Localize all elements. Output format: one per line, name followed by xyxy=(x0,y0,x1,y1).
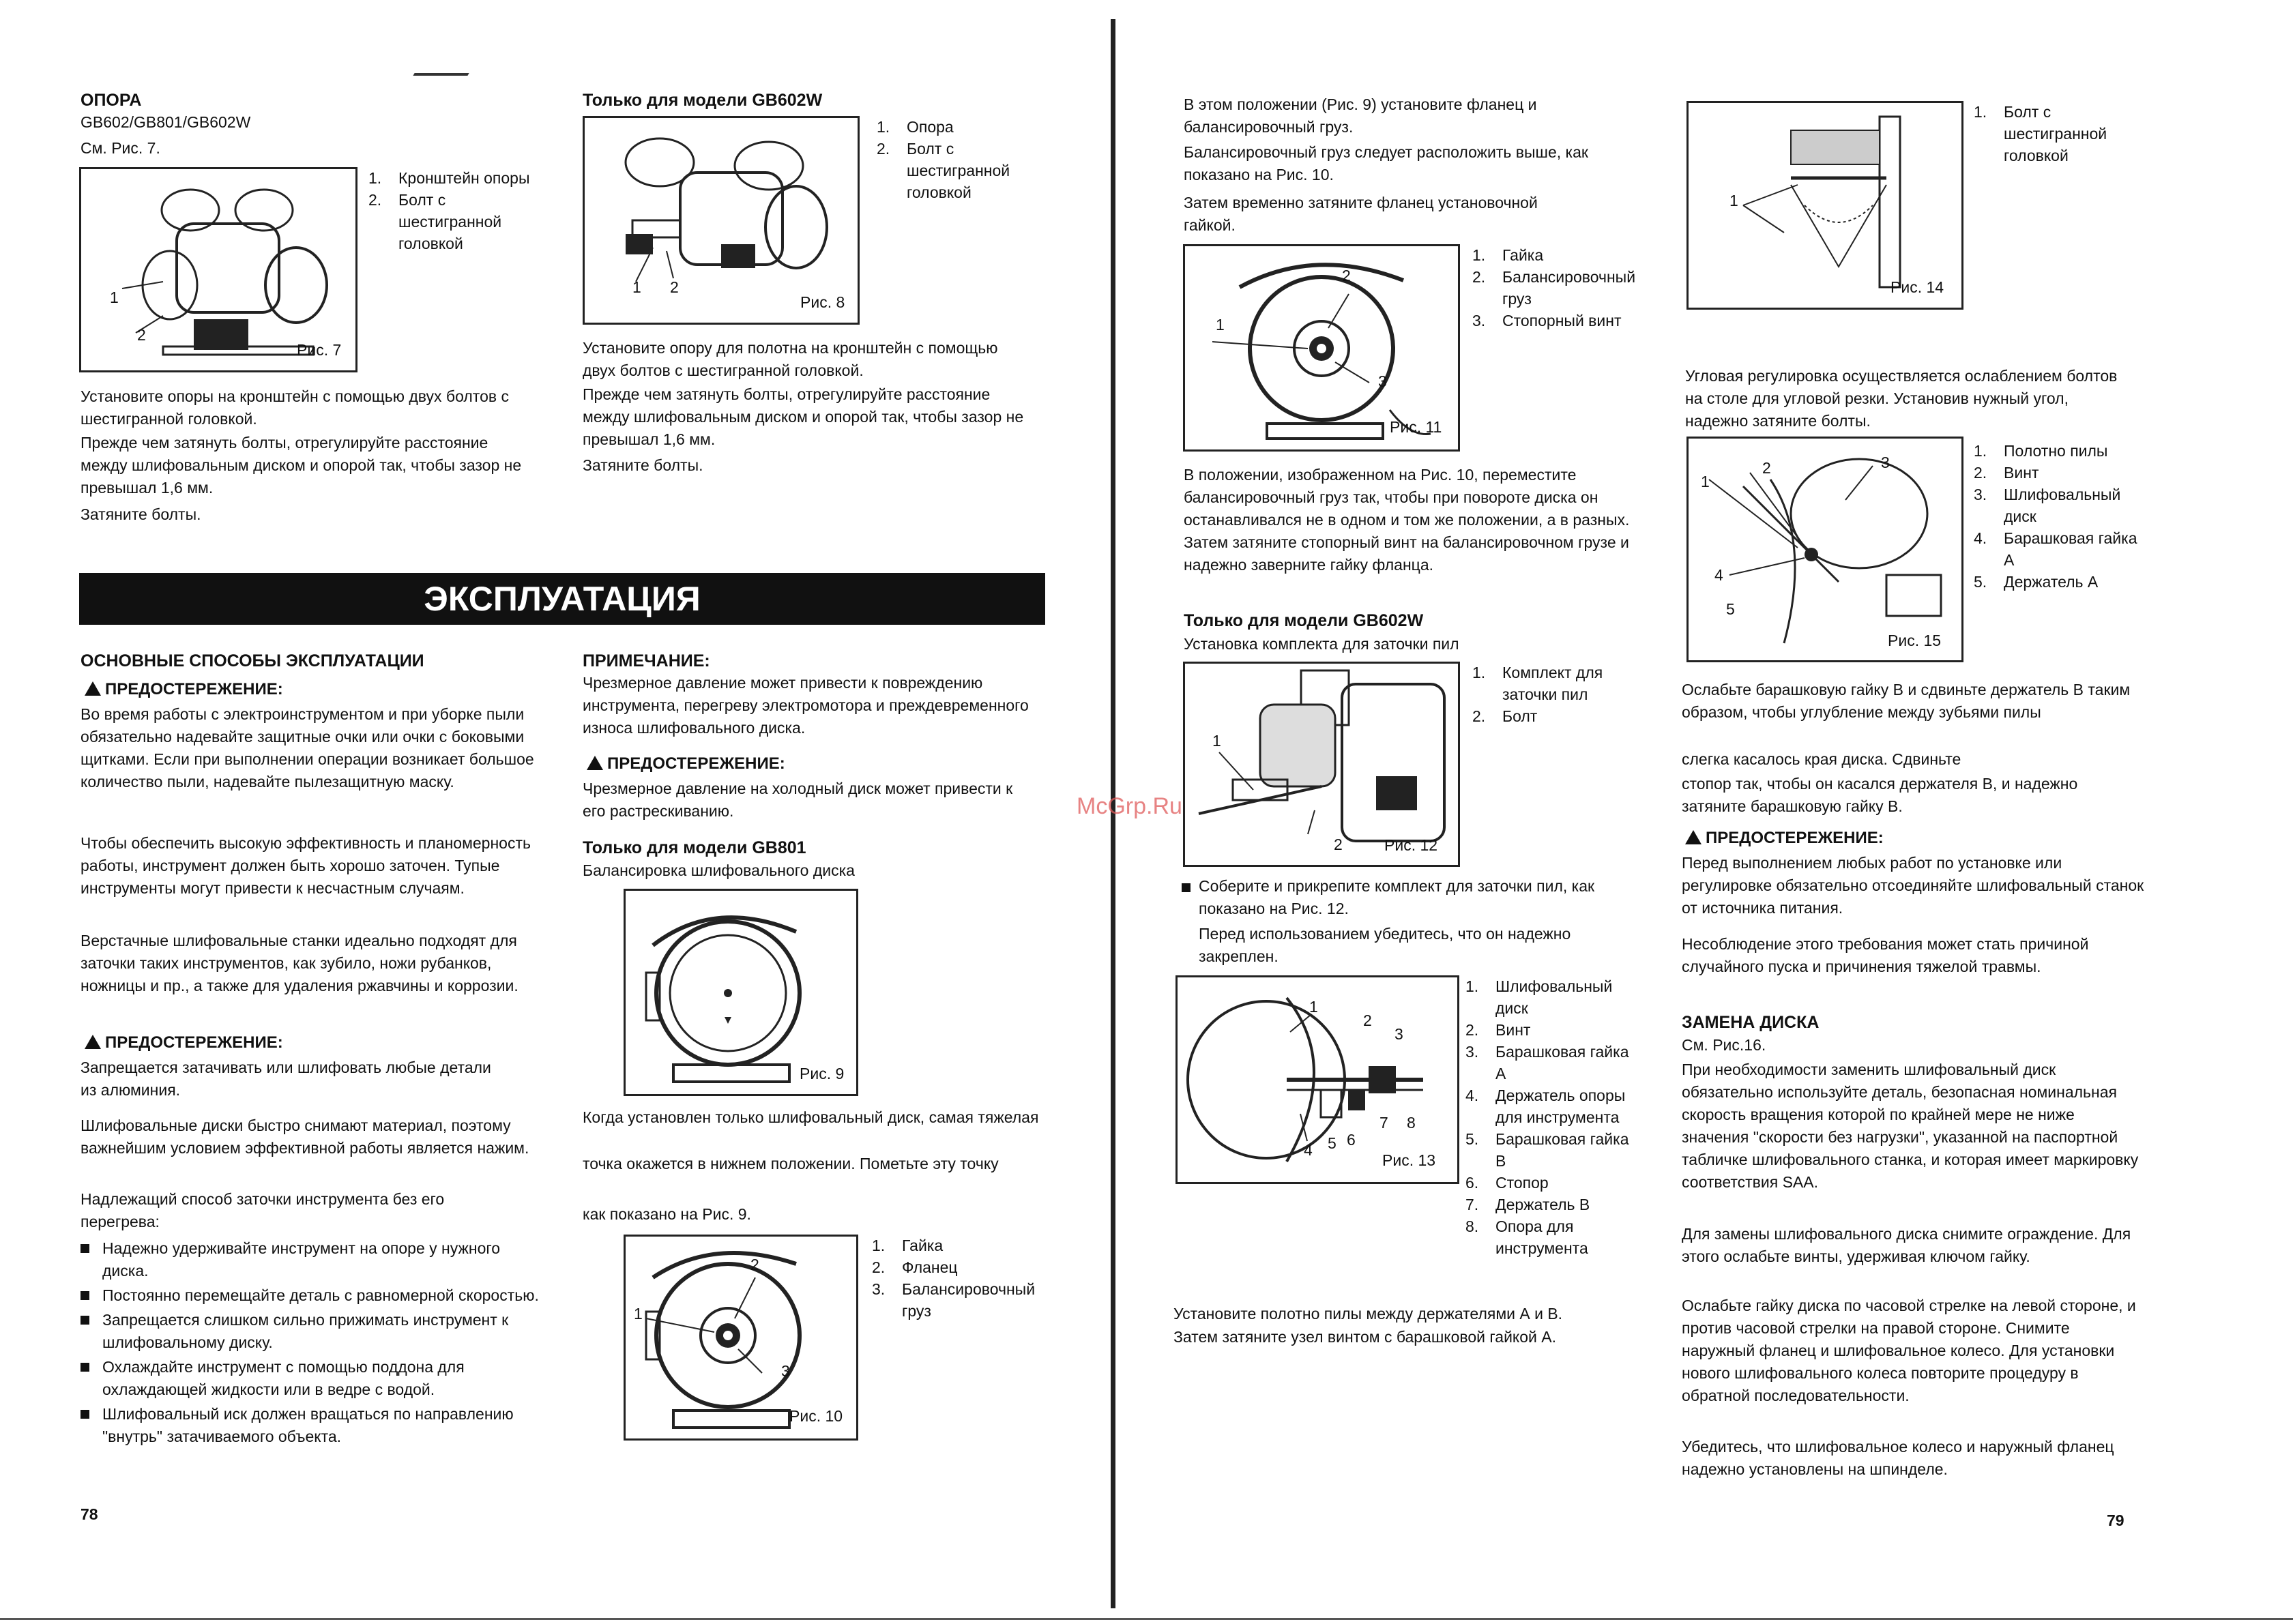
legend-item: 1. Болт с шестигранной головкой xyxy=(1974,103,2107,164)
figure-10 xyxy=(624,1235,858,1441)
replace-paragraph-4: Убедитесь, что шлифовальное колесо и наружный фланец надежно установлены на шпинделе. xyxy=(1682,1438,2114,1478)
legend-item: 2. Болт с шестигранной головкой xyxy=(877,140,1010,201)
fig7-legend xyxy=(368,167,532,254)
legend-item: 8. Опора для инструмента xyxy=(1465,1217,1588,1257)
legend-item: 1. Комплект для заточки пил xyxy=(1472,664,1603,703)
fig7-caption: Рис. 7 xyxy=(297,341,342,359)
fig8-label-2: 2 xyxy=(670,278,679,296)
fig9-caption: Рис. 9 xyxy=(800,1065,845,1082)
page-number-left: 78 xyxy=(81,1505,98,1523)
figure-7 xyxy=(79,167,357,372)
bullet-list xyxy=(81,1237,544,1448)
watermark: McGrp.Ru xyxy=(1077,793,1182,819)
disc-text: Шлифовальные диски быстро снимают материал, поэтому важнейшим условием эффективной работы является нажим. xyxy=(81,1117,529,1157)
fig11-label-1: 1 xyxy=(1216,316,1225,334)
figure-14 xyxy=(1686,101,1963,310)
fig10-legend xyxy=(872,1235,1049,1322)
warning-heading-1: ПРЕДОСТЕРЕЖЕНИЕ: xyxy=(85,680,283,699)
legend-item: 1. Кронштейн опоры xyxy=(368,169,530,187)
fig12-caption: Рис. 12 xyxy=(1384,836,1438,854)
legend-item: 3. Шлифовальный диск xyxy=(1974,486,2121,525)
angle-text: Угловая регулировка осуществляется ослаблением болтов на столе для угловой резки. Установив нужный угол, надежно затяните болты. xyxy=(1685,367,2118,430)
fig11-legend xyxy=(1472,244,1650,331)
legend-item: 1. Опора xyxy=(877,118,954,136)
assemble-text-1: Соберите и прикрепите комплект для заточки пил, как показано на Рис. 12. xyxy=(1199,877,1595,917)
fig10-label-1: 1 xyxy=(634,1305,643,1323)
non-observance-text: Несоблюдение этого требования может стать причиной случайного пуска и причинения тяжелой травмы. xyxy=(1682,935,2089,975)
fig15-caption: Рис. 15 xyxy=(1888,632,1942,649)
list-item: Надежно удерживайте инструмент на опоре у нужного диска. xyxy=(81,1237,544,1282)
legend-item: 1. Полотно пилы xyxy=(1974,442,2108,460)
fig13-label-5: 5 xyxy=(1328,1134,1337,1152)
replace-disc-see: См. Рис.16. xyxy=(1682,1036,1766,1054)
replace-paragraph-3: Ослабьте гайку диска по часовой стрелке на левой стороне, и против часовой стрелки на правой стороне. Снимите наружный фланец и шлифовальное колесо. Для установки нового шлифовального колеса повторите процедуру в обратной последовательности. xyxy=(1682,1297,2136,1404)
fig13-label-3: 3 xyxy=(1394,1025,1403,1043)
fig10-label-2: 2 xyxy=(750,1256,759,1273)
figure-9 xyxy=(624,889,858,1096)
loosen-text-3: стопор так, чтобы он касался держателя В, и надежно затяните барашковую гайку В. xyxy=(1682,775,2078,815)
gb602w-paragraph-2: Прежде чем затянуть болты, отрегулируйте расстояние между шлифовальным диском и опорой так, чтобы зазор не превышал 1,6 мм. xyxy=(583,385,1024,448)
fig7-label-2: 2 xyxy=(137,326,146,344)
legend-item: 2. Фланец xyxy=(872,1258,958,1276)
gb602w-title-right: Только для модели GB602W xyxy=(1184,611,1424,630)
legend-item: 5. Держатель А xyxy=(1974,573,2099,591)
fig13-caption: Рис. 13 xyxy=(1382,1151,1436,1169)
replace-disc-title: ЗАМЕНА ДИСКА xyxy=(1682,1013,1820,1032)
warning-text-4: Перед выполнением любых работ по установке или регулировке обязательно отсоединяйте шлифовальный станок от источника питания. xyxy=(1682,854,2144,917)
warning-icon xyxy=(85,1035,101,1049)
proper-method-text: Надлежащий способ заточки инструмента без его перегрева: xyxy=(81,1190,445,1230)
warning-text-3: Чрезмерное давление на холодный диск может привести к его растрескиванию. xyxy=(583,780,1013,820)
fig13-legend xyxy=(1465,975,1643,1259)
opora-models: GB602/GB801/GB602W xyxy=(81,113,251,131)
fig12-label-1: 1 xyxy=(1212,732,1221,750)
right-paragraph-1: В этом положении (Рис. 9) установите фланец и балансировочный груз. xyxy=(1184,95,1537,136)
fig15-label-1: 1 xyxy=(1701,473,1710,490)
grinder-with-rest-drawing xyxy=(585,118,858,323)
list-item: Запрещается слишком сильно прижимать инструмент к шлифовальному диску. xyxy=(81,1309,544,1354)
note-text: Чрезмерное давление может привести к повреждению инструмента, перегреву электромотора и преждевременного износа шлифовального диска. xyxy=(583,674,1029,737)
figure-13 xyxy=(1175,975,1459,1184)
legend-item: 3. Барашковая гайка А xyxy=(1465,1043,1629,1082)
fig15-label-2: 2 xyxy=(1762,459,1771,477)
fig11-caption: Рис. 11 xyxy=(1390,418,1442,436)
figure-11 xyxy=(1183,244,1460,452)
legend-item: 4. Держатель опоры для инструмента xyxy=(1465,1087,1626,1126)
fig14-label-1: 1 xyxy=(1729,192,1738,209)
fig13-label-7: 7 xyxy=(1379,1114,1388,1132)
opora-paragraph-2: Прежде чем затянуть болты, отрегулируйте расстояние между шлифовальным диском и опорой так, чтобы зазор не превышал 1,6 мм. xyxy=(81,434,522,497)
legend-item: 2. Болт xyxy=(1472,707,1538,725)
fig13-label-2: 2 xyxy=(1363,1012,1372,1029)
fig9-text-1: Когда установлен только шлифовальный диск, самая тяжелая xyxy=(583,1108,1039,1126)
fig11-label-2: 2 xyxy=(1342,267,1351,284)
fig8-caption: Рис. 8 xyxy=(800,293,845,311)
figure-15 xyxy=(1686,437,1963,662)
gb602w-paragraph-1: Установите опору для полотна на кронштейн с помощью двух болтов с шестигранной головкой. xyxy=(583,339,998,379)
gb801-subtitle: Балансировка шлифовального диска xyxy=(583,861,855,879)
page-number-right: 79 xyxy=(2107,1511,2124,1529)
warning-heading-3: ПРЕДОСТЕРЕЖЕНИЕ: xyxy=(587,754,785,773)
legend-item: 5. Барашковая гайка В xyxy=(1465,1130,1629,1170)
bench-text: Верстачные шлифовальные станки идеально подходят для заточки таких инструментов, как зубило, ножи рубанков, ножницы и пр., а также для удаления ржавчины и коррозии. xyxy=(81,932,519,994)
page-bottom-line xyxy=(0,1618,2293,1620)
gb602w-subtitle-right: Установка комплекта для заточки пил xyxy=(1184,635,1459,653)
figure-12 xyxy=(1183,662,1460,867)
fig13-label-6: 6 xyxy=(1347,1131,1356,1149)
fig11-label-3: 3 xyxy=(1378,372,1387,390)
legend-item: 2. Винт xyxy=(1465,1021,1531,1039)
fig13-label-8: 8 xyxy=(1407,1114,1416,1132)
fig14-caption: Рис. 14 xyxy=(1890,278,1944,296)
list-item: Охлаждайте инструмент с помощью поддона для охлаждающей жидкости или в ведре с водой. xyxy=(81,1356,544,1401)
scan-mark xyxy=(413,65,473,76)
fig8-legend xyxy=(877,116,1034,203)
fig12-label-2: 2 xyxy=(1334,836,1343,853)
gb801-title: Только для модели GB801 xyxy=(583,838,806,857)
legend-item: 6. Стопор xyxy=(1465,1174,1549,1192)
fig15-label-3: 3 xyxy=(1881,454,1890,471)
saw-sharpening-kit-drawing xyxy=(1185,664,1458,865)
saw-text-1: Установите полотно пилы между держателями А и В. xyxy=(1173,1305,1563,1323)
legend-item: 1. Гайка xyxy=(1472,246,1544,264)
legend-item: 3. Стопорный винт xyxy=(1472,312,1622,329)
legend-item: 1. Гайка xyxy=(872,1237,944,1254)
fig9-text-2: точка окажется в нижнем положении. Пометьте эту точку xyxy=(583,1155,999,1172)
fig15-label-5: 5 xyxy=(1726,600,1735,618)
warning-text-1: Во время работы с электроинструментом и при уборке пыли обязательно надевайте защитные очки или очки с боковыми щитками. Если при выполнении операции возникает большое количество пыли, надевайте пылезащитную маску. xyxy=(81,705,534,791)
fig13-label-4: 4 xyxy=(1304,1141,1313,1159)
loosen-text-2: слегка касалось края диска. Сдвиньте xyxy=(1682,750,1961,768)
list-item: Шлифовальный иск должен вращаться по направлению "внутрь" затачиваемого объекта. xyxy=(81,1403,544,1448)
fig14-legend xyxy=(1974,101,2137,166)
legend-item: 2. Болт с шестигранной головкой xyxy=(368,191,502,252)
section-banner: ЭКСПЛУАТАЦИЯ xyxy=(79,573,1045,625)
fig13-label-1: 1 xyxy=(1309,998,1318,1016)
fig15-label-4: 4 xyxy=(1714,566,1723,584)
efficiency-text: Чтобы обеспечить высокую эффективность и планомерность работы, инструмент должен быть хорошо заточен. Тупые инструменты могут привести к несчастным случаям. xyxy=(81,834,531,897)
warning-heading-4: ПРЕДОСТЕРЕЖЕНИЕ: xyxy=(1685,829,1884,848)
saw-text-2: Затем затяните узел винтом с барашковой гайкой А. xyxy=(1173,1328,1557,1346)
gb602w-paragraph-3: Затяните болты. xyxy=(583,456,703,474)
warning-icon xyxy=(85,681,101,696)
basic-methods-title: ОСНОВНЫЕ СПОСОБЫ ЭКСПЛУАТАЦИИ xyxy=(81,651,424,670)
bullet-square xyxy=(1182,883,1191,892)
fig12-legend xyxy=(1472,662,1643,727)
legend-item: 7. Держатель В xyxy=(1465,1196,1590,1213)
opora-paragraph-1: Установите опоры на кронштейн с помощью двух болтов с шестигранной головкой. xyxy=(81,387,509,428)
warning-text-2: Запрещается затачивать или шлифовать любые детали из алюминия. xyxy=(81,1059,491,1099)
fig10-label-3: 3 xyxy=(781,1362,790,1380)
opora-see: См. Рис. 7. xyxy=(81,139,160,157)
legend-item: 3. Балансировочный груз xyxy=(872,1280,1036,1320)
legend-item: 1. Шлифовальный диск xyxy=(1465,977,1613,1017)
assemble-text-2: Перед использованием убедитесь, что он надежно закреплен. xyxy=(1199,925,1571,965)
fig7-label-1: 1 xyxy=(110,289,119,306)
fig9-text-3: как показано на Рис. 9. xyxy=(583,1205,751,1223)
opora-title: ОПОРА xyxy=(81,91,142,110)
right-paragraph-3: Затем временно затяните фланец установочной гайкой. xyxy=(1184,194,1538,234)
right-paragraph-2: Балансировочный груз следует расположить выше, как показано на Рис. 10. xyxy=(1184,143,1588,183)
gb602w-title-left: Только для модели GB602W xyxy=(583,91,823,110)
fig10-caption: Рис. 10 xyxy=(789,1407,843,1425)
saw-blade-holder-drawing xyxy=(1689,439,1961,660)
note-title: ПРИМЕЧАНИЕ: xyxy=(583,651,710,670)
fig15-legend xyxy=(1974,440,2137,593)
replace-paragraph-2: Для замены шлифовального диска снимите ограждение. Для этого ослабьте винты, удерживая ключом гайку. xyxy=(1682,1225,2131,1265)
replace-paragraph-1: При необходимости заменить шлифовальный диск обязательно используйте деталь, безопасная номинальная скорость вращения которой по крайней мере не ниже значения "скорости без нагрузки", указанной на паспортной табличке шлифовального станка, и которая имеет маркировку соответствия SAA. xyxy=(1682,1061,2139,1191)
legend-item: 2. Балансировочный груз xyxy=(1472,268,1636,308)
warning-icon xyxy=(587,756,603,770)
grinder-drawing xyxy=(81,169,355,370)
legend-item: 4. Барашковая гайка А xyxy=(1974,529,2137,569)
warning-heading-2: ПРЕДОСТЕРЕЖЕНИЕ: xyxy=(85,1033,283,1052)
opora-paragraph-3: Затяните болты. xyxy=(81,505,201,523)
figure-8 xyxy=(583,116,860,325)
legend-item: 2. Винт xyxy=(1974,464,2039,482)
right-paragraph-4: В положении, изображенном на Рис. 10, переместите балансировочный груз так, чтобы при повороте диска он останавливался не в одном и том же положении, а в разных. Затем затяните стопорный винт на балансировочном грузе и надежно заверните гайку фланца. xyxy=(1184,466,1630,574)
grinder-wheel-drawing xyxy=(626,891,856,1094)
warning-icon xyxy=(1685,830,1702,844)
loosen-text-1: Ослабьте барашковую гайку В и сдвиньте держатель В таким образом, чтобы углубление между зубьями пилы xyxy=(1682,681,2131,721)
list-item: Постоянно перемещайте деталь с равномерной скоростью. xyxy=(81,1284,544,1307)
fig8-label-1: 1 xyxy=(632,278,641,296)
